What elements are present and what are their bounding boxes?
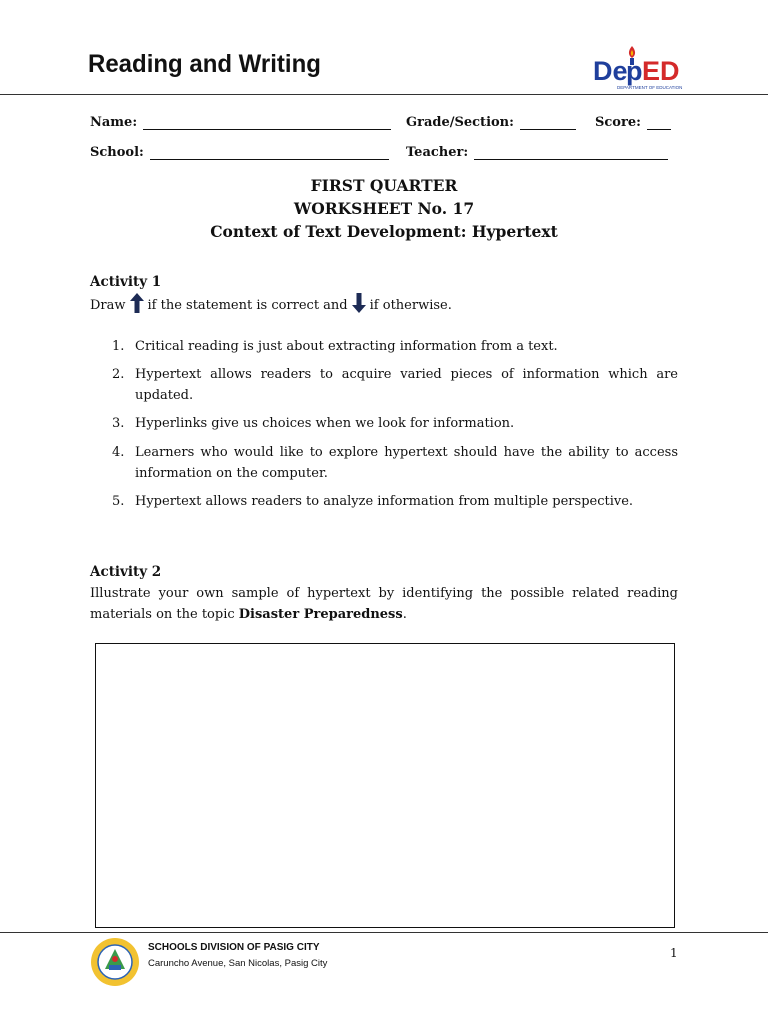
logo-text-left: De bbox=[593, 56, 628, 86]
item-text: Hypertext allows readers to acquire varied pieces of information which are updated. bbox=[135, 367, 678, 403]
score-blank[interactable] bbox=[647, 117, 671, 130]
instr-middle: if the statement is correct and bbox=[147, 297, 348, 313]
footer-address: Caruncho Avenue, San Nicolas, Pasig City bbox=[148, 958, 328, 969]
item-number: 4. bbox=[112, 445, 125, 460]
logo-subtitle: DEPARTMENT OF EDUCATION bbox=[617, 85, 683, 90]
activity-1-heading: Activity 1 bbox=[90, 274, 162, 290]
footer-organization: SCHOOLS DIVISION OF PASIG CITY bbox=[148, 942, 320, 953]
score-field[interactable] bbox=[595, 115, 671, 130]
logo-text-right: ED bbox=[642, 56, 680, 86]
score-label: Score: bbox=[595, 115, 641, 130]
grade-section-field[interactable] bbox=[406, 115, 576, 130]
list-item bbox=[112, 364, 678, 406]
illustration-answer-box[interactable] bbox=[95, 643, 675, 928]
activity-2-text-end: . bbox=[402, 607, 407, 622]
grade-section-label: Grade/Section: bbox=[406, 115, 514, 130]
quarter-heading: FIRST QUARTER bbox=[310, 176, 458, 195]
header-divider bbox=[0, 94, 768, 95]
item-number: 3. bbox=[112, 416, 125, 431]
list-item bbox=[112, 442, 678, 484]
footer-divider bbox=[0, 932, 768, 933]
teacher-blank[interactable] bbox=[474, 147, 668, 160]
name-label: Name: bbox=[90, 115, 138, 130]
activity-2-heading: Activity 2 bbox=[90, 564, 162, 580]
item-text: Critical reading is just about extracting information from a text. bbox=[135, 339, 558, 354]
school-blank[interactable] bbox=[150, 147, 389, 160]
activity-2-topic: Disaster Preparedness bbox=[238, 607, 403, 622]
svg-text:p: p bbox=[626, 56, 643, 86]
page-number: 1 bbox=[670, 946, 678, 960]
list-item bbox=[112, 336, 678, 357]
item-text: Learners who would like to explore hypertext should have the ability to access information on the computer. bbox=[135, 445, 678, 481]
teacher-label: Teacher: bbox=[406, 145, 469, 160]
list-item bbox=[112, 413, 678, 434]
item-number: 1. bbox=[112, 339, 125, 354]
activity-2-instructions bbox=[90, 583, 678, 625]
list-item bbox=[112, 491, 678, 512]
activity-1-instructions bbox=[90, 292, 452, 318]
instr-end: if otherwise. bbox=[369, 297, 452, 313]
arrow-up-icon bbox=[129, 292, 145, 318]
name-field[interactable] bbox=[90, 115, 391, 130]
deped-logo-icon bbox=[589, 42, 685, 92]
item-text: Hyperlinks give us choices when we look for information. bbox=[135, 416, 515, 431]
worksheet-topic: Context of Text Development: Hypertext bbox=[210, 222, 558, 241]
worksheet-number: WORKSHEET No. 17 bbox=[293, 199, 475, 218]
item-text: Hypertext allows readers to analyze information from multiple perspective. bbox=[135, 494, 634, 509]
pasig-city-seal-icon bbox=[90, 937, 140, 987]
subject-title: Reading and Writing bbox=[88, 50, 321, 78]
activity-2-text: Illustrate your own sample of hypertext by identifying the possible related reading materials on the topic bbox=[90, 586, 678, 622]
item-number: 2. bbox=[112, 367, 125, 382]
worksheet-title bbox=[0, 174, 768, 243]
name-blank[interactable] bbox=[143, 117, 391, 130]
school-field[interactable] bbox=[90, 145, 389, 160]
item-number: 5. bbox=[112, 494, 125, 509]
instr-start: Draw bbox=[90, 297, 126, 313]
teacher-field[interactable] bbox=[406, 145, 668, 160]
grade-section-blank[interactable] bbox=[520, 117, 576, 130]
arrow-down-icon bbox=[351, 292, 367, 318]
school-label: School: bbox=[90, 145, 144, 160]
